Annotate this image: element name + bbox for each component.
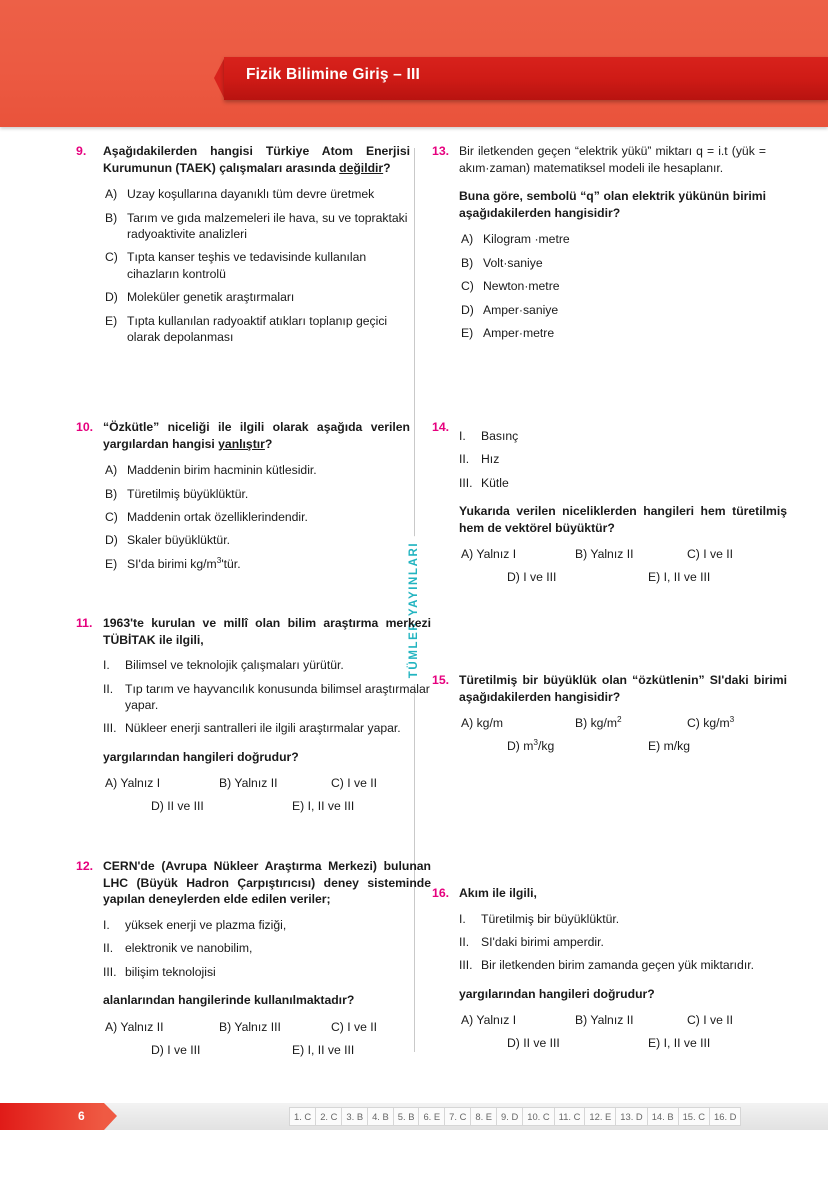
question-block-11	[76, 615, 431, 814]
answer-key-cell: 14. B	[647, 1107, 678, 1126]
roman-text: bilişim teknolojisi	[125, 964, 216, 979]
answer-key-cell: 3. B	[341, 1107, 367, 1126]
option-text: Tıpta kanser teşhis ve tedavisinde kullanılan cihazların kontrolü	[127, 250, 367, 281]
option-row[interactable]	[105, 556, 410, 572]
roman-text: Nükleer enerji santralleri ile ilgili araştırmalar yapar.	[125, 721, 401, 736]
question-head	[76, 419, 410, 579]
question-stem: Türetilmiş bir büyüklük olan “özkütlenin” SI'daki birimi aşağıdakilerden hangisidir?	[459, 673, 787, 704]
question-body	[459, 143, 766, 348]
question-stem-secondary: yargılarından hangileri doğrudur?	[103, 749, 299, 764]
answer-choice[interactable]: C) $kg/m^3$	[687, 714, 735, 731]
question-head	[432, 143, 766, 348]
question-body	[459, 419, 787, 584]
roman-statement	[103, 657, 431, 673]
answer-choice[interactable]: D) I ve III	[151, 1042, 201, 1057]
option-row[interactable]	[105, 289, 410, 305]
roman-text: elektronik ve nanobilim,	[125, 941, 253, 956]
answer-choice[interactable]: C) I ve II	[687, 547, 734, 562]
answer-choice[interactable]: E) I, II ve III	[292, 799, 355, 814]
option-list	[103, 186, 410, 345]
question-head	[76, 615, 431, 814]
question-body	[103, 419, 410, 579]
roman-text: yüksek enerji ve plazma fiziği,	[125, 917, 287, 932]
question-stem: Aşağıdakilerden hangisi Türkiye Atom Enerjisi Kurumunun (TAEK) çalışmaları arasında değildir?	[103, 144, 410, 175]
question-number: 16.	[432, 886, 450, 900]
roman-statement	[459, 451, 787, 467]
question-stem-secondary: alanlarından hangilerinde kullanılmaktadır?	[103, 993, 355, 1007]
option-text: Kilogram ·metre	[483, 232, 570, 247]
answer-key-cell: 16. D	[709, 1107, 741, 1126]
roman-label: II.	[103, 681, 114, 696]
answer-grid	[459, 716, 787, 753]
option-label: C)	[105, 250, 118, 265]
answer-choice[interactable]: A) Yalnız II	[105, 1019, 164, 1034]
page-tab-arrow	[104, 1103, 117, 1130]
option-row[interactable]	[105, 313, 410, 346]
answer-choice[interactable]: D) I ve III	[507, 570, 557, 585]
question-number: 11.	[76, 616, 93, 630]
question-number: 14.	[432, 420, 450, 434]
answer-choice[interactable]: A) Yalnız I	[105, 776, 161, 791]
roman-statement	[459, 428, 787, 444]
question-stem-secondary: Buna göre, sembolü “q” olan elektrik yükünün birimi aşağıdakilerden hangisidir?	[459, 189, 766, 220]
question-body	[103, 858, 431, 1057]
answer-choice[interactable]: E) I, II ve III	[648, 570, 711, 585]
option-text: Newton·metre	[483, 279, 560, 294]
roman-statement-list	[103, 917, 431, 980]
answer-key-cell: 6. E	[418, 1107, 444, 1126]
option-row[interactable]	[105, 532, 410, 548]
roman-statement	[459, 911, 787, 927]
roman-statement-list	[459, 911, 787, 974]
roman-label: III.	[459, 475, 473, 490]
answer-row-bottom	[103, 1043, 431, 1057]
answer-row-bottom	[459, 570, 787, 584]
option-label: A)	[105, 187, 118, 202]
question-body	[103, 143, 410, 352]
answer-choice[interactable]: A) Yalnız I	[461, 1013, 517, 1028]
roman-statement	[103, 940, 431, 956]
option-label: B)	[105, 210, 118, 225]
answer-row-bottom	[459, 739, 787, 753]
question-block-15	[432, 672, 787, 754]
option-row[interactable]	[105, 249, 410, 282]
roman-statement	[103, 964, 431, 980]
option-row[interactable]	[461, 255, 766, 271]
question-stem: Bir iletkenden geçen “elektrik yükü” miktarı q = i.t (yük = akım·zaman) matematiksel modeli ile hesaplanır.	[459, 144, 766, 175]
roman-statement	[103, 917, 431, 933]
option-row[interactable]	[105, 486, 410, 502]
option-text: Maddenin birim hacminin kütlesidir.	[127, 463, 317, 478]
answer-row-top	[459, 716, 787, 730]
answer-choice[interactable]: B) $kg/m^2$	[575, 714, 622, 731]
answer-choice[interactable]: D) $m^3/kg$	[507, 737, 555, 754]
question-stem: 1963'te kurulan ve millî olan bilim araştırma merkezi TÜBİTAK ile ilgili,	[103, 616, 431, 647]
answer-grid	[103, 776, 431, 813]
answer-choice[interactable]: B) Yalnız II	[575, 1013, 634, 1028]
roman-label: I.	[459, 429, 466, 443]
option-text: Uzay koşullarına dayanıklı tüm devre üretmek	[127, 187, 375, 202]
roman-label: II.	[459, 452, 470, 467]
option-label: D)	[105, 533, 118, 548]
option-text: Amper·saniye	[483, 302, 559, 317]
question-head	[76, 858, 431, 1057]
question-block-14	[432, 419, 787, 585]
answer-key-strip	[289, 1107, 741, 1126]
option-text: Tıpta kullanılan radyoaktif atıkları toplanıp geçici olarak depolanması	[127, 313, 388, 345]
roman-text: Bilimsel ve teknolojik çalışmaları yürütür.	[125, 658, 344, 673]
answer-choice[interactable]: C) I ve II	[331, 776, 378, 791]
question-head	[432, 419, 787, 585]
roman-text: Hız	[481, 452, 500, 467]
answer-key-cell: 2. C	[315, 1107, 341, 1126]
answer-row-top	[459, 547, 787, 561]
roman-text: Basınç	[481, 429, 519, 443]
answer-key-cell: 10. C	[522, 1107, 553, 1126]
option-label: E)	[105, 313, 118, 328]
page-number: 6	[78, 1109, 85, 1123]
option-label: C)	[105, 510, 118, 524]
question-number: 9.	[76, 144, 87, 158]
page-title: Fizik Bilimine Giriş – III	[246, 66, 421, 83]
option-row[interactable]	[461, 325, 766, 341]
page-tab	[0, 1103, 104, 1130]
option-label: D)	[461, 302, 474, 317]
roman-label: II.	[103, 941, 114, 956]
option-label: B)	[105, 486, 118, 501]
roman-label: III.	[103, 721, 117, 736]
option-list	[459, 231, 766, 341]
answer-key-cell: 12. E	[584, 1107, 615, 1126]
option-list	[103, 462, 410, 572]
roman-statement-list	[103, 657, 431, 737]
option-text: Türetilmiş büyüklüktür.	[127, 486, 249, 501]
option-label: E)	[105, 556, 118, 571]
option-text: Maddenin ortak özelliklerindendir.	[127, 510, 308, 524]
answer-key-cell: 9. D	[496, 1107, 522, 1126]
answer-choice[interactable]: B) Yalnız II	[575, 547, 634, 562]
option-label: A)	[105, 463, 118, 478]
roman-statement	[459, 475, 787, 491]
question-number: 12.	[76, 859, 94, 873]
option-label: B)	[461, 255, 474, 270]
question-head	[76, 143, 410, 352]
question-head	[432, 885, 766, 1050]
option-label: A)	[461, 232, 474, 247]
answer-choice[interactable]: D) II ve III	[507, 1036, 560, 1051]
answer-row-bottom	[103, 799, 431, 813]
question-stem-secondary: Yukarıda verilen niceliklerden hangileri hem türetilmiş hem de vektörel büyüktür?	[459, 504, 787, 535]
roman-text: Türetilmiş bir büyüklüktür.	[481, 911, 620, 926]
roman-text: Bir iletkenden birim zamanda geçen yük miktarıdır.	[481, 958, 754, 973]
option-row[interactable]	[461, 231, 766, 247]
answer-key-cell: 5. B	[393, 1107, 419, 1126]
question-stem-secondary: yargılarından hangileri doğrudur?	[459, 986, 655, 1001]
answer-choice[interactable]: A) Yalnız I	[461, 547, 517, 562]
question-number: 10.	[76, 420, 94, 434]
question-block-13	[432, 143, 766, 348]
question-block-9	[76, 143, 410, 352]
option-text: Moleküler genetik araştırmaları	[127, 290, 295, 305]
roman-label: I.	[103, 658, 110, 673]
answer-key-cell: 13. D	[615, 1107, 646, 1126]
option-label: C)	[461, 279, 474, 294]
roman-statement	[103, 720, 431, 736]
roman-label: I.	[459, 911, 466, 926]
roman-statement-list	[459, 428, 787, 491]
question-block-16	[432, 885, 766, 1050]
option-row[interactable]	[105, 210, 410, 243]
answer-key-cell: 1. C	[289, 1107, 315, 1126]
roman-text: Tıp tarım ve hayvancılık konusunda bilimsel araştırmalar yapar.	[125, 681, 430, 712]
question-stem: “Özkütle” niceliği ile ilgili olarak aşağıda verilen yargılardan hangisi yanlıştır?	[103, 420, 410, 451]
option-text: SI'da birimi $kg/m^3'tür$.	[127, 554, 241, 571]
option-label: E)	[461, 326, 474, 340]
option-label: D)	[105, 290, 118, 305]
question-block-12	[76, 858, 431, 1057]
answer-choice[interactable]: D) II ve III	[151, 799, 204, 814]
answer-key-cell: 4. B	[367, 1107, 393, 1126]
roman-statement	[103, 681, 431, 714]
answer-key-cell: 11. C	[554, 1107, 585, 1126]
answer-row-top	[103, 776, 431, 790]
question-body	[459, 885, 787, 1050]
answer-row-top	[103, 1020, 431, 1034]
option-row[interactable]	[461, 302, 766, 318]
answer-grid	[103, 1020, 431, 1057]
answer-choice[interactable]: B) Yalnız III	[219, 1019, 281, 1034]
option-text: Skaler büyüklüktür.	[127, 533, 230, 548]
roman-text: Kütle	[481, 475, 509, 490]
publisher-brand-label: TÜMLER YAYINLARI	[405, 536, 423, 684]
option-row[interactable]	[105, 186, 410, 202]
question-stem: CERN'de (Avrupa Nükleer Araştırma Merkezi) bulunan LHC (Büyük Hadron Çarpıştırıcısı) deney sisteminde yapılan deneylerden elde edilen veriler;	[103, 859, 431, 907]
answer-key-cell: 7. C	[444, 1107, 470, 1126]
answer-key-cell: 8. E	[470, 1107, 496, 1126]
roman-label: III.	[103, 964, 117, 979]
answer-row-top	[459, 1013, 787, 1027]
question-number: 13.	[432, 144, 450, 158]
question-number: 15.	[432, 673, 450, 687]
answer-row-bottom	[459, 1036, 787, 1050]
option-row[interactable]	[105, 509, 410, 525]
answer-choice[interactable]: C) I ve II	[331, 1019, 378, 1034]
question-head	[432, 672, 787, 754]
answer-choice[interactable]: E) I, II ve III	[292, 1042, 355, 1057]
option-row[interactable]	[105, 462, 410, 478]
answer-grid	[459, 1013, 787, 1050]
option-text: Amper·metre	[483, 326, 555, 340]
answer-choice[interactable]: E) I, II ve III	[648, 1036, 711, 1051]
answer-choice[interactable]: E) m/kg	[648, 739, 690, 754]
roman-statement	[459, 934, 787, 950]
answer-choice[interactable]: C) I ve II	[687, 1013, 734, 1028]
roman-label: I.	[103, 917, 110, 932]
answer-key-cell: 15. C	[678, 1107, 709, 1126]
option-text: Volt·saniye	[483, 255, 543, 270]
option-row[interactable]	[461, 278, 766, 294]
question-body	[459, 672, 787, 753]
roman-text: SI'daki birimi amperdir.	[481, 935, 604, 949]
answer-choice[interactable]: B) Yalnız II	[219, 776, 278, 791]
answer-grid	[459, 547, 787, 584]
roman-label: III.	[459, 958, 473, 973]
question-body	[103, 615, 431, 813]
option-text: Tarım ve gıda malzemeleri ile hava, su ve topraktaki radyoaktivite analizleri	[127, 210, 408, 241]
roman-statement	[459, 957, 787, 973]
question-stem: Akım ile ilgili,	[459, 886, 537, 900]
question-block-10	[76, 419, 410, 579]
roman-label: II.	[459, 935, 470, 949]
answer-choice[interactable]: A) kg/m	[461, 716, 503, 731]
